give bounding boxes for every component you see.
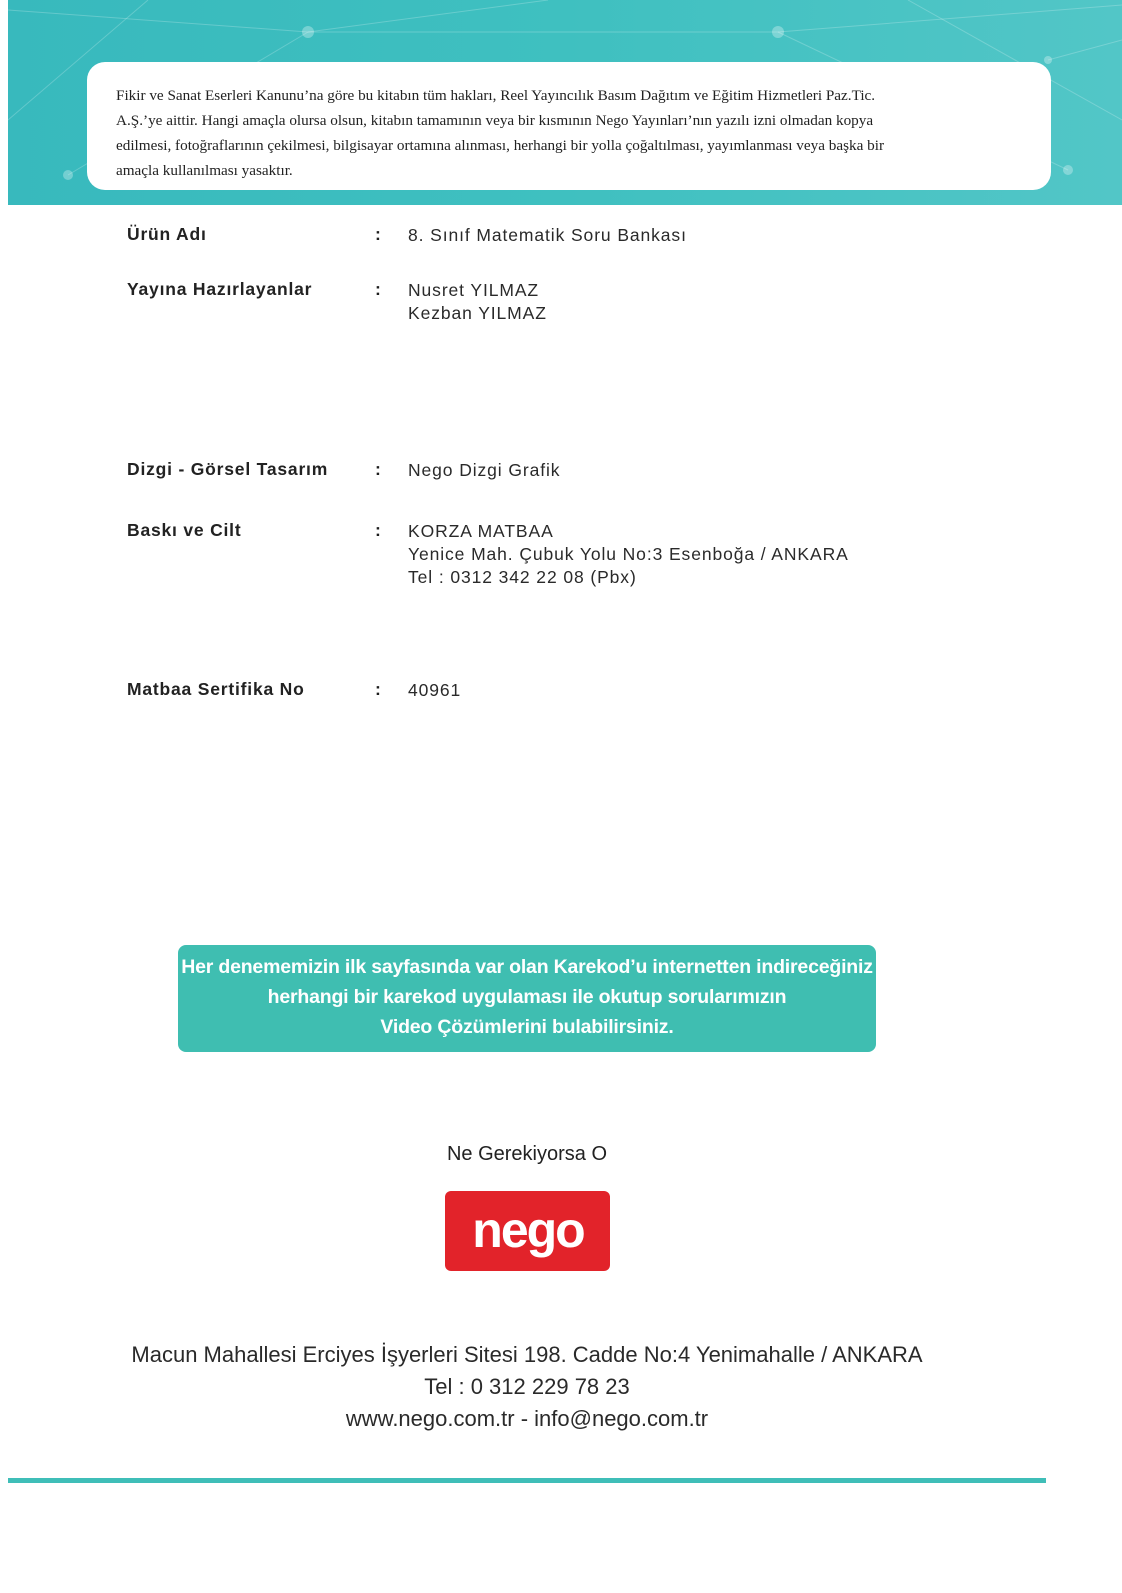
printer-phone: Tel : 0312 342 22 08 (Pbx) (408, 567, 637, 587)
printer-address: Yenice Mah. Çubuk Yolu No:3 Esenboğa / ANKARA (408, 544, 849, 564)
design-value: Nego Dizgi Grafik (408, 460, 561, 480)
colon: : (375, 279, 382, 299)
colon: : (375, 224, 382, 244)
notice-line: Her denememizin ilk sayfasında var olan Karekod’u internetten indireceğiniz (181, 956, 873, 978)
certificate-label: Matbaa Sertifika No (127, 679, 305, 699)
copyright-notice (87, 62, 1051, 190)
colon: : (375, 520, 382, 540)
printer-name: KORZA MATBAA (408, 521, 554, 541)
colon: : (375, 459, 382, 479)
footer-divider (8, 1478, 1046, 1483)
product-label: Ürün Adı (127, 224, 207, 244)
nego-logo (445, 1191, 610, 1271)
nego-logo-mark (453, 1201, 603, 1261)
footer-phone: Tel : 0 312 229 78 23 (424, 1374, 630, 1399)
copyright-line: edilmesi, fotoğraflarının çekilmesi, bilgisayar ortamına alınması, herhangi bir yolla çoğaltılması, yayımlanması veya başka bir (116, 137, 885, 154)
authors-value (408, 279, 547, 325)
colon: : (375, 679, 382, 699)
notice-line: herhangi bir karekod uygulaması ile okutup sorularımızın (267, 986, 787, 1008)
svg-text:nego: nego (471, 1202, 584, 1258)
slogan: Ne Gerekiyorsa O (446, 1143, 608, 1165)
copyright-line: A.Ş.’ye aittir. Hangi amaçla olursa olsun, kitabın tamamının veya bir kısmının Nego Yayınları’nın yazılı izni olmadan kopya (116, 112, 874, 129)
printing-value (408, 520, 849, 589)
author-name: Nusret YILMAZ (408, 280, 539, 300)
copyright-line: Fikir ve Sanat Eserleri Kanunu’na göre bu kitabın tüm hakları, Reel Yayıncılık Basım Dağıtım ve Eğitim Hizmetleri Paz.Tic. (116, 87, 876, 104)
notice-line: Video Çözümlerini bulabilirsiniz. (380, 1016, 674, 1038)
authors-label: Yayına Hazırlayanlar (127, 279, 313, 299)
footer-address: Macun Mahallesi Erciyes İşyerleri Sitesi 198. Cadde No:4 Yenimahalle / ANKARA (131, 1342, 923, 1367)
copyright-line: amaçla kullanılması yasaktır. (116, 162, 293, 179)
qr-video-notice (178, 945, 876, 1052)
footer-web-email: www.nego.com.tr - info@nego.com.tr (345, 1406, 709, 1431)
printing-label: Baskı ve Cilt (127, 520, 242, 540)
product-value: 8. Sınıf Matematik Soru Bankası (408, 225, 687, 245)
certificate-value: 40961 (408, 680, 462, 700)
author-name: Kezban YILMAZ (408, 303, 547, 323)
design-label: Dizgi - Görsel Tasarım (127, 459, 329, 479)
